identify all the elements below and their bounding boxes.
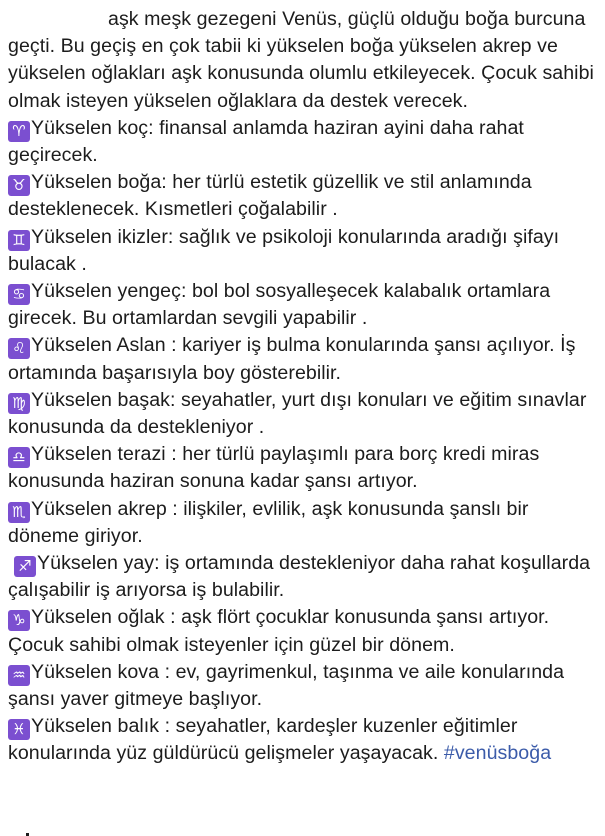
sign-paragraph-aquarius (8, 659, 601, 713)
sign-text-pisces: Yükselen balık : seyahatler, kardeşler kuzenler eğitimler konularında yüz güldürücü gelişmeler yaşayacak. (8, 715, 518, 765)
sign-text-leo: Yükselen Aslan : kariyer iş bulma konularında şansı açılıyor. İş ortamında başarısıyla boy gösterebilir. (8, 334, 576, 384)
post-body (8, 6, 601, 768)
sign-text-virgo: Yükselen başak: seyahatler, yurt dışı konuları ve eğitim sınavlar konusunda da destekleniyor . (8, 388, 587, 439)
intro-paragraph (8, 6, 601, 115)
sign-text-sagittarius: Yükselen yay: iş ortamında destekleniyor daha rahat koşullarda çalışabilir iş arıyorsa iş bulabilir. (8, 552, 591, 602)
sign-text-cancer: Yükselen yengeç: bol bol sosyalleşecek kalabalık ortamlara girecek. Bu ortamlardan sevgili yapabilir . (8, 280, 551, 330)
sign-text-capricorn: Yükselen oğlak : aşk flört çocuklar konusunda şansı artıyor. Çocuk sahibi olmak isteyenler için güzel bir dönem. (8, 606, 550, 656)
capricorn-icon: ♑ (8, 610, 30, 631)
sign-text-libra: Yükselen terazi : her türlü paylaşımlı para borç kredi miras konusunda haziran sonuna kadar şansı artıyor. (8, 443, 540, 493)
virgo-icon: ♍ (8, 393, 30, 414)
sign-paragraph-virgo (8, 387, 601, 441)
sagittarius-icon: ♐ (14, 556, 36, 577)
scorpio-icon: ♏ (8, 502, 30, 523)
sign-text-aquarius: Yükselen kova : ev, gayrimenkul, taşınma ve aile konularında şansı yaver gitmeye başlıyor. (8, 660, 565, 711)
sign-paragraph-sagittarius (8, 550, 601, 604)
sign-text-aries: Yükselen koç: finansal anlamda haziran ayini daha rahat geçirecek. (8, 116, 524, 167)
libra-icon: ♎ (8, 447, 30, 468)
sign-paragraph-pisces (8, 713, 601, 767)
taurus-icon: ♉ (8, 175, 30, 196)
sign-paragraph-leo (8, 332, 601, 386)
sign-paragraph-taurus (8, 169, 601, 223)
leo-icon: ♌ (8, 338, 30, 359)
cancer-icon: ♋ (8, 284, 30, 305)
cropped-next-line (26, 826, 44, 836)
sign-paragraph-scorpio (8, 496, 601, 550)
sign-paragraph-gemini (8, 224, 601, 278)
sign-paragraph-aries (8, 115, 601, 169)
sign-paragraph-capricorn (8, 604, 601, 658)
sign-paragraph-cancer (8, 278, 601, 332)
hashtag-link[interactable]: #venüsboğa (443, 742, 552, 765)
aquarius-icon: ♒ (8, 665, 30, 686)
intro-text: aşk meşk gezegeni Venüs, güçlü olduğu boğa burcuna geçti. Bu geçiş en çok tabii ki yükselen boğa yükselen akrep ve yükselen oğlakları aşk konusunda olumlu etkileyecek. Çocuk sahibi olmak isteyen yükselen oğlaklara da destek verecek. (8, 8, 594, 112)
aries-icon: ♈ (8, 121, 30, 142)
pisces-icon: ♓ (8, 719, 30, 740)
sign-paragraph-libra (8, 441, 601, 495)
sign-text-taurus: Yükselen boğa: her türlü estetik güzellik ve stil anlamında desteklenecek. Kısmetleri çoğalabilir . (8, 171, 532, 221)
sign-text-scorpio: Yükselen akrep : ilişkiler, evlilik, aşk konusunda şanslı bir döneme giriyor. (8, 497, 529, 547)
sign-text-gemini: Yükselen ikizler: sağlık ve psikoloji konularında aradığı şifayı bulacak . (8, 225, 560, 275)
gemini-icon: ♊ (8, 230, 30, 251)
